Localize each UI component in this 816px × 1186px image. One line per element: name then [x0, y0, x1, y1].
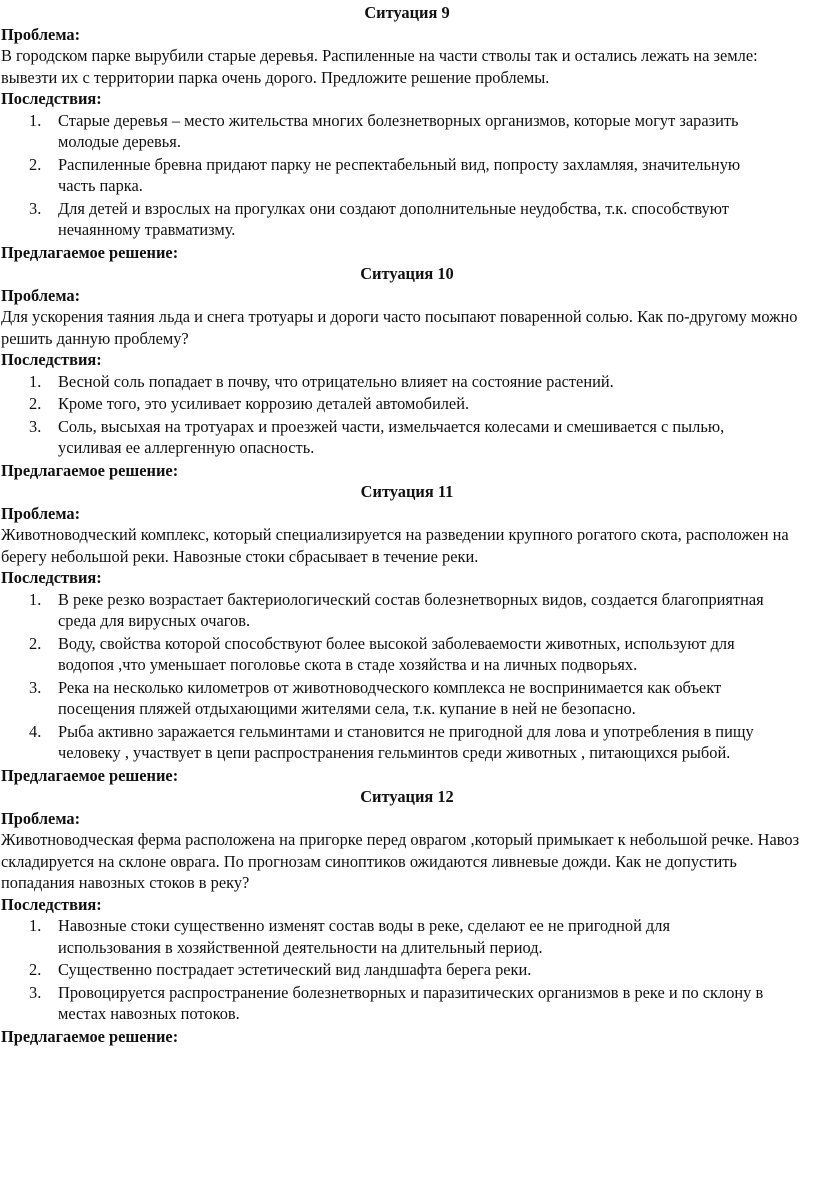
list-item-number: 1.	[29, 110, 42, 130]
list-item-text: Для детей и взрослых на прогулках они создают дополнительные неудобства, т.к. способствуют нечаянному травматизму.	[58, 198, 729, 239]
problem-label: Проблема:	[1, 24, 81, 44]
list-item-number: 2.	[29, 154, 42, 174]
list-item-text: Соль, высыхая на тротуарах и проезжей части, измельчается колесами и смешивается с пылью, усиливая ее аллергенную опасность.	[58, 416, 725, 457]
list-item-text: В реке резко возрастает бактериологический состав болезнетворных видов, создается благоприятная среда для вирусных очагов.	[58, 589, 764, 630]
problem-text: В городском парке вырубили старые деревья. Распиленные на части стволы так и остались лежать на земле: вывезти их с территории парка очень дорого. Предложите решение проблемы.	[1, 46, 758, 87]
list-item	[1, 677, 813, 720]
problem-label: Проблема:	[1, 285, 81, 305]
consequences-label: Последствия:	[1, 894, 102, 914]
list-item-text: Распиленные бревна придают парку не респектабельный вид, попросту захламляя, значительную часть парка.	[58, 154, 741, 195]
situation-section	[1, 786, 813, 1047]
list-item-text: Река на несколько километров от животноводческого комплекса не воспринимается как объект посещения пляжей отдыхающими жителями села, т.к. купание в ней не безопасно.	[58, 677, 722, 718]
situation-section	[1, 2, 813, 263]
list-item-text: Существенно пострадает эстетический вид ландшафта берега реки.	[58, 960, 532, 979]
problem-text: Животноводческая ферма расположена на пригорке перед оврагом ,который примыкает к небольшой речке. Навоз складируется на склоне оврага. По прогнозам синоптиков ожидаются ливневые дожди. Как не допустить попадания навозных стоков в реку?	[1, 830, 800, 892]
situation-title: Ситуация 9	[364, 3, 450, 22]
problem-label: Проблема:	[1, 808, 81, 828]
problem-text: Животноводческий комплекс, который специализируется на разведении крупного рогатого скота, расположен на берегу небольшой реки. Навозные стоки сбрасывает в течение реки.	[1, 525, 789, 566]
consequences-list	[1, 915, 813, 1025]
list-item-text: Навозные стоки существенно изменят состав воды в реке, сделают ее не пригодной для использования в хозяйственной деятельности на длительный период.	[58, 916, 670, 957]
list-item	[1, 589, 813, 632]
list-item-number: 3.	[29, 677, 42, 697]
situation-title: Ситуация 10	[360, 264, 454, 283]
situation-section	[1, 481, 813, 786]
list-item	[1, 721, 813, 764]
list-item-text: Старые деревья – место жительства многих болезнетворных организмов, которые могут заразить молодые деревья.	[58, 110, 739, 151]
list-item-text: Провоцируется распространение болезнетворных и паразитических организмов в реке и по склону в местах навозных потоков.	[58, 982, 764, 1023]
list-item-number: 3.	[29, 198, 42, 218]
situation-section	[1, 263, 813, 481]
solution-label: Предлагаемое решение:	[1, 765, 179, 785]
list-item	[1, 982, 813, 1025]
list-item	[1, 633, 813, 676]
consequences-label: Последствия:	[1, 89, 102, 108]
consequences-label: Последствия:	[1, 350, 102, 369]
list-item-number: 1.	[29, 371, 42, 391]
list-item-number: 3.	[29, 982, 42, 1002]
list-item	[1, 959, 813, 981]
list-item	[1, 416, 813, 459]
situation-title: Ситуация 11	[360, 482, 454, 501]
list-item-number: 2.	[29, 633, 42, 653]
list-item	[1, 393, 813, 415]
list-item-number: 1.	[29, 589, 42, 609]
list-item-number: 4.	[29, 721, 42, 741]
list-item-text: Кроме того, это усиливает коррозию деталей автомобилей.	[58, 394, 470, 413]
document-page	[1, 2, 813, 1047]
solution-label: Предлагаемое решение:	[1, 1026, 179, 1046]
list-item	[1, 154, 813, 197]
situation-title: Ситуация 12	[360, 787, 454, 806]
consequences-list	[1, 371, 813, 459]
problem-text: Для ускорения таяния льда и снега тротуары и дороги часто посыпают поваренной солью. Как по-другому можно решить данную проблему?	[1, 307, 798, 348]
list-item	[1, 915, 813, 958]
list-item-number: 1.	[29, 916, 42, 935]
consequences-label: Последствия:	[1, 568, 102, 587]
problem-label: Проблема:	[1, 503, 81, 523]
list-item-number: 2.	[29, 960, 42, 979]
solution-label: Предлагаемое решение:	[1, 242, 179, 262]
consequences-list	[1, 589, 813, 764]
list-item	[1, 371, 813, 393]
list-item-text: Рыба активно заражается гельминтами и становится не пригодной для лова и употребления в пищу человеку , участвует в цепи распространения гельминтов среди животных , питающихся рыбой.	[58, 721, 754, 762]
list-item	[1, 198, 813, 241]
list-item-text: Воду, свойства которой способствуют более высокой заболеваемости животных, используют для водопоя ,что уменьшает поголовье скота в стаде хозяйства и на личных подворьях.	[58, 633, 735, 674]
list-item-text: Весной соль попадает в почву, что отрицательно влияет на состояние растений.	[58, 371, 614, 391]
list-item	[1, 110, 813, 153]
list-item-number: 2.	[29, 394, 42, 413]
list-item-number: 3.	[29, 416, 42, 436]
solution-label: Предлагаемое решение:	[1, 460, 179, 480]
consequences-list	[1, 110, 813, 241]
